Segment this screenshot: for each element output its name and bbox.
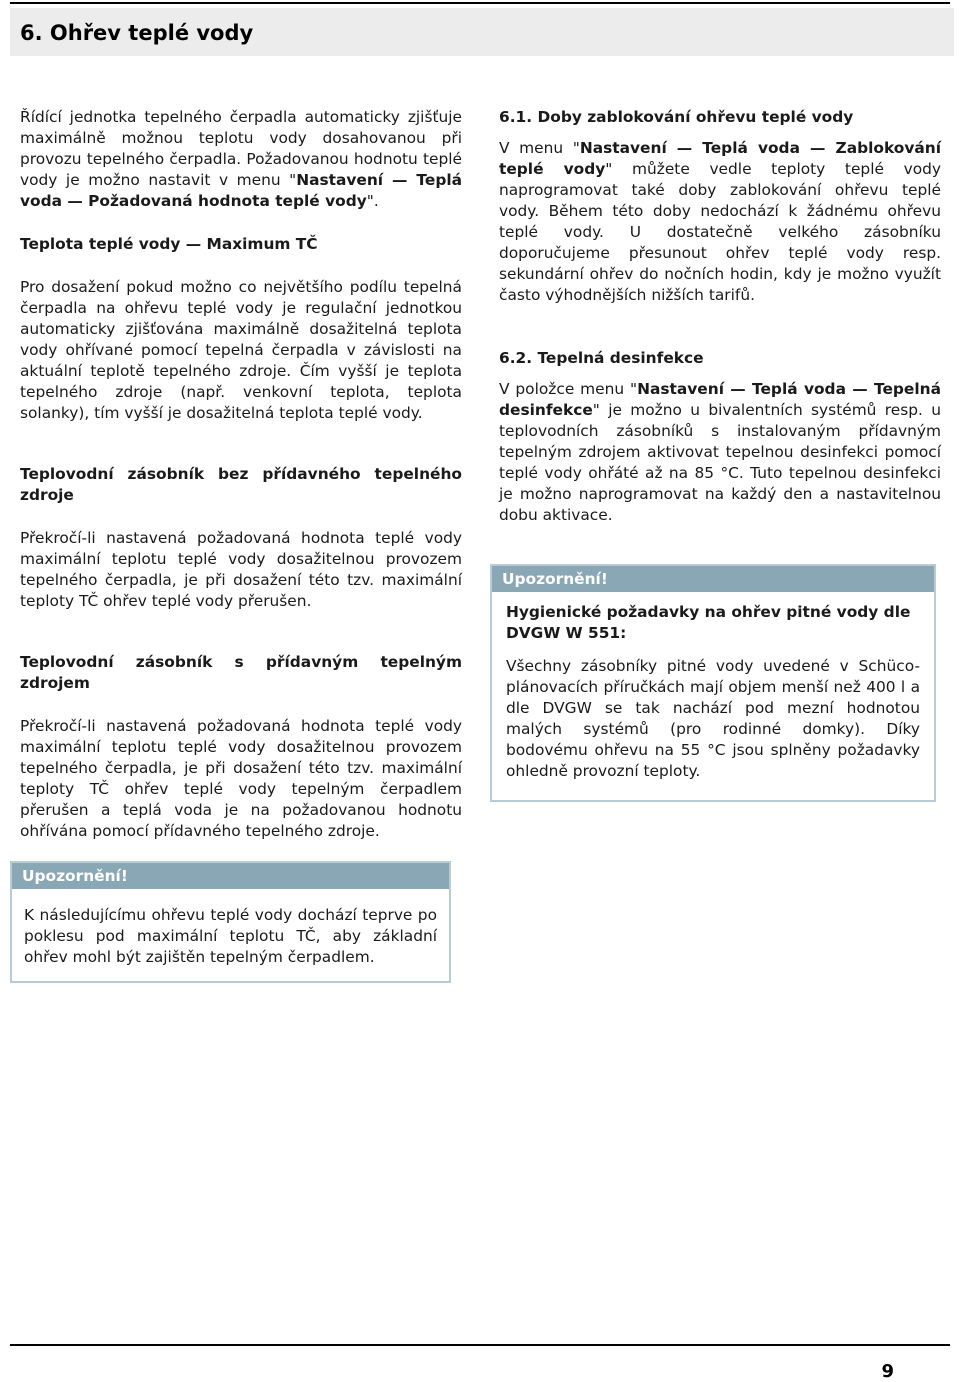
- left-column: [20, 107, 462, 842]
- page-title: 6. Ohřev teplé vody: [20, 21, 254, 45]
- right-column: [499, 107, 941, 526]
- title-band: [10, 8, 954, 56]
- max-heading: Teplota teplé vody — Maximum TČ: [20, 235, 318, 253]
- menu-path: Nastavení — Teplá voda — Zablokování teplé vody: [499, 139, 941, 178]
- warning-text: Všechny zásobníky pitné vody uvedené v Schüco-plánovacích příručkách mají objem menší než 400 l a dle DVGW se tak nachází pod mezní hodnotou malých systémů (pro rodinné domky). Díky bodovému ohřevu na 55 °C jsou splněny požadavky ohledně provozní teploty.: [506, 657, 920, 780]
- bottom-rule: [10, 1344, 950, 1346]
- intro-paragraph: Řídící jednotka tepelného čerpadla automaticky zjišťuje maximálně možnou teplotu vody dosahovanou při provozu tepelného čerpadla. Požadovanou hodnotu teplé vody je možno nastavit v menu "Nastavení — Teplá voda — Požadovaná hodnota teplé vody".: [20, 108, 462, 210]
- section-6-1-heading: 6.1. Doby zablokování ohřevu teplé vody: [499, 108, 854, 126]
- tank2-heading: Teplovodní zásobník s přídavným tepelným zdrojem: [20, 653, 462, 692]
- page-number: 9: [881, 1361, 894, 1382]
- section-6-2-text: V položce menu "Nastavení — Teplá voda — Tepelná desinfekce" je možno u bivalentních systémů resp. u teplovodních zásobníků s instalovaným přídavným tepelným zdrojem aktivovat tepelnou desinfekci pomocí teplé vody ohřáté až na 85 °C. Tuto tepelnou desinfekci je možno naprogramovat na každý den a nastavitelnou dobu aktivace.: [499, 380, 941, 524]
- menu-path: Nastavení — Teplá voda — Tepelná desinfekce: [499, 380, 941, 419]
- warning-label: Upozornění!: [12, 863, 449, 889]
- warning-text: K následujícímu ohřevu teplé vody dochází teprve po poklesu pod maximální teplotu TČ, aby základní ohřev mohl být zajištěn tepelným čerpadlem.: [24, 906, 437, 966]
- tank2-text: Překročí-li nastavená požadovaná hodnota teplé vody maximální teplotu teplé vody dosažitelnou provozem tepelného čerpadla, je při dosažení této tzv. maximální teploty TČ ohřev teplé vody tepelným čerpadlem přerušen a teplá voda je na požadovanou hodnotu ohřívána pomocí přídavného tepelného zdroje.: [20, 717, 462, 840]
- menu-path: Nastavení — Teplá voda — Požadovaná hodnota teplé vody: [20, 171, 462, 210]
- warning-label: Upozornění!: [492, 566, 934, 592]
- warning-box-reheat: [10, 861, 451, 983]
- section-6-1-text: V menu "Nastavení — Teplá voda — Zablokování teplé vody" můžete vedle teploty teplé vody naprogramovat také doby zablokování ohřevu teplé vody. Během této doby nedochází k žádnému ohřevu teplé vody. U dostatečně velkého zásobníku doporučujeme přesunout ohřev teplé vody resp. sekundární ohřev do nočních hodin, kdy je možno využít často výhodnějších nižších tarifů.: [499, 139, 941, 304]
- tank1-heading: Teplovodní zásobník bez přídavného tepelného zdroje: [20, 465, 462, 504]
- warning-heading: Hygienické požadavky na ohřev pitné vody dle DVGW W 551:: [506, 603, 911, 642]
- top-rule: [10, 2, 950, 4]
- warning-box-hygiene: [490, 564, 936, 802]
- section-6-2-heading: 6.2. Tepelná desinfekce: [499, 349, 704, 367]
- tank1-text: Překročí-li nastavená požadovaná hodnota teplé vody maximální teplotu teplé vody dosažitelnou provozem tepelného čerpadla, je při dosažení této tzv. maximální teploty TČ ohřev teplé vody přerušen.: [20, 529, 462, 610]
- max-text: Pro dosažení pokud možno co největšího podílu tepelná čerpadla na ohřevu teplé vody je regulační jednotkou automaticky zjišťována maximálně dosažitelná teplota vody ohřívané pomocí tepelná čerpadla v závislosti na aktuální teplotě tepelného zdroje. Čím vyšší je teplota tepelného zdroje (např. venkovní teplota, teplota solanky), tím vyšší je dosažitelná teplota teplé vody.: [20, 278, 462, 422]
